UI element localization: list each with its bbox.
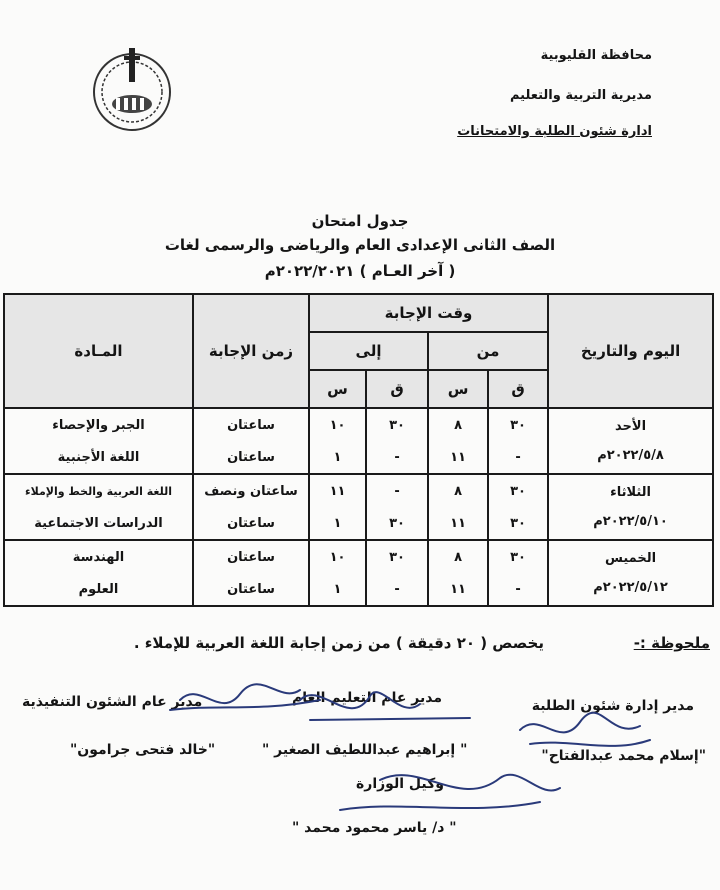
day-date-cell [548, 408, 713, 474]
department-label: ادارة شئون الطلبة والامتحانات [457, 124, 652, 139]
student-affairs-manager-title: مدير إدارة شئون الطلبة [531, 698, 694, 714]
from-hour-cell: ٨ [428, 408, 488, 441]
student-affairs-manager-name: "إسلام محمد عبدالفتاح" [541, 748, 706, 764]
from-hour-cell: ١١ [428, 507, 488, 540]
from-header: من [428, 332, 548, 370]
deputy-minister-name: " د/ ياسر محمود محمد " [292, 820, 457, 836]
day-date-cell [548, 540, 713, 606]
to-minute-cell: ٣٠ [366, 507, 428, 540]
from-minute-cell: ٣٠ [488, 408, 548, 441]
to-minute-cell: ٣٠ [366, 540, 428, 573]
table-row [4, 408, 713, 441]
grade-subtitle: الصف الثانى الإعدادى العام والرياضى والرسمى لغات [164, 236, 556, 254]
exam-date: ٢٠٢٢/٥/٨م [597, 448, 664, 463]
duration-header: زمن الإجابة [193, 294, 309, 408]
duration-cell: ساعتان [193, 540, 309, 573]
schedule-title: جدول امتحان [311, 212, 409, 230]
to-hour-cell: ١ [309, 441, 366, 474]
day-name: الخميس [604, 551, 657, 566]
subject-cell: الدراسات الاجتماعية [4, 507, 193, 540]
from-hour-cell: ٨ [428, 474, 488, 507]
to-minute-header: ق [366, 370, 428, 408]
term-year-subtitle: ( آخر العـام ) ٢٠٢٢/٢٠٢١م [264, 262, 456, 280]
to-hour-header: س [309, 370, 366, 408]
answer-time-header: وقت الإجابة [309, 294, 548, 332]
subject-cell: الجبر والإحصاء [4, 408, 193, 441]
from-minute-cell: ٣٠ [488, 540, 548, 573]
subject-cell: الهندسة [4, 540, 193, 573]
to-hour-cell: ١ [309, 507, 366, 540]
duration-cell: ساعتان [193, 573, 309, 606]
exam-date: ٢٠٢٢/٥/١٠م [593, 514, 668, 529]
governorate-label: محافظة القليوبية [540, 48, 652, 63]
duration-cell: ساعتان ونصف [193, 474, 309, 507]
from-minute-cell: ٣٠ [488, 507, 548, 540]
table-row [4, 540, 713, 573]
from-minute-cell: - [488, 573, 548, 606]
directorate-label: مديرية التربية والتعليم [509, 88, 652, 103]
duration-cell: ساعتان [193, 408, 309, 441]
exam-date: ٢٠٢٢/٥/١٢م [593, 580, 668, 595]
deputy-minister-title: وكيل الوزارة [356, 776, 444, 792]
note-label: ملحوظة :- [633, 634, 710, 652]
from-minute-cell: ٣٠ [488, 474, 548, 507]
from-hour-cell: ٨ [428, 540, 488, 573]
handwritten-signatures [0, 660, 720, 860]
from-hour-cell: ١١ [428, 573, 488, 606]
to-minute-cell: ٣٠ [366, 408, 428, 441]
to-minute-cell: - [366, 474, 428, 507]
directorate-seal-logo [84, 42, 180, 138]
note-text: يخصص ( ٢٠ دقيقة ) من زمن إجابة اللغة العربية للإملاء . [133, 634, 544, 652]
duration-cell: ساعتان [193, 507, 309, 540]
exam-schedule-table [3, 293, 714, 607]
subject-cell: اللغة الأجنبية [4, 441, 193, 474]
day-name: الأحد [615, 419, 647, 434]
from-hour-cell: ١١ [428, 441, 488, 474]
to-hour-cell: ١ [309, 573, 366, 606]
to-hour-cell: ١١ [309, 474, 366, 507]
day-date-cell [548, 474, 713, 540]
general-education-director-title: مدير عام التعليم العام [292, 690, 442, 706]
from-minute-cell: - [488, 441, 548, 474]
subject-header: المـادة [4, 294, 193, 408]
day-name: الثلاثاء [610, 485, 652, 500]
table-row [4, 474, 713, 507]
to-minute-cell: - [366, 441, 428, 474]
subject-cell: اللغة العربية والخط والإملاء [4, 474, 193, 507]
duration-cell: ساعتان [193, 441, 309, 474]
subject-cell: العلوم [4, 573, 193, 606]
to-hour-cell: ١٠ [309, 408, 366, 441]
from-hour-header: س [428, 370, 488, 408]
day-date-header: اليوم والتاريخ [548, 294, 713, 408]
to-minute-cell: - [366, 573, 428, 606]
from-minute-header: ق [488, 370, 548, 408]
to-hour-cell: ١٠ [309, 540, 366, 573]
to-header: إلى [309, 332, 428, 370]
executive-affairs-director-title: مدير عام الشئون التنفيذية [22, 694, 203, 710]
executive-affairs-director-name: "خالد فتحى جرامون" [70, 742, 216, 758]
general-education-director-name: " إبراهيم عبداللطيف الصغير " [262, 742, 468, 758]
